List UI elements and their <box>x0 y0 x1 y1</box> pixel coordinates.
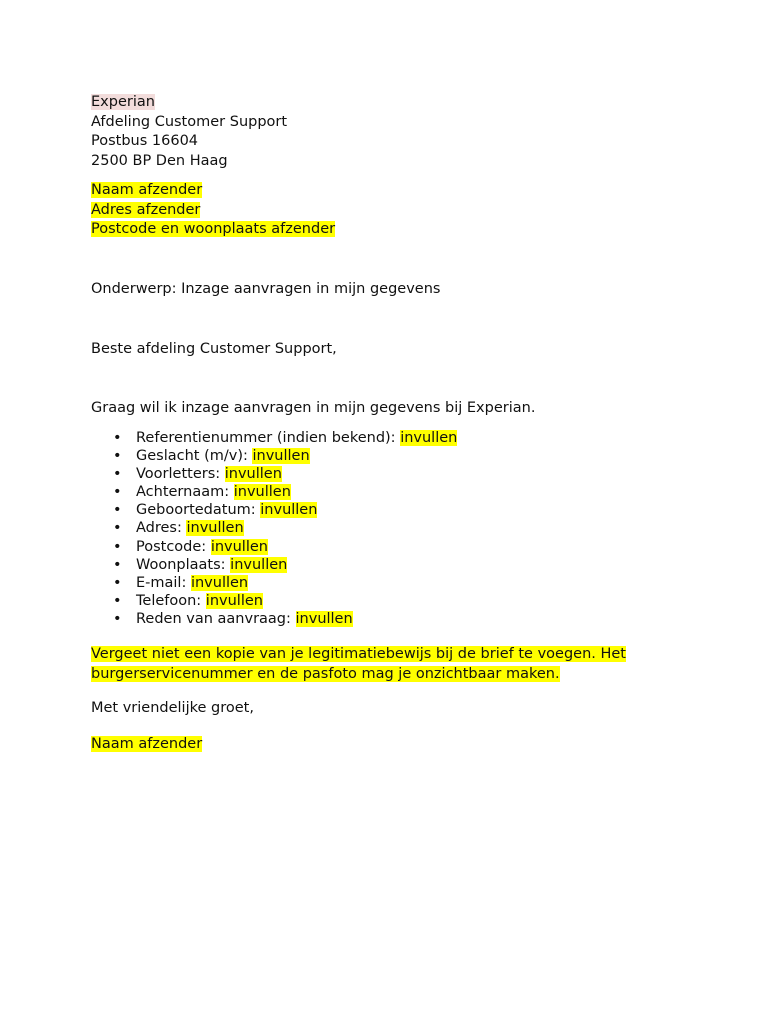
recipient-department: Afdeling Customer Support <box>91 113 288 130</box>
field-placeholder: invullen <box>186 520 244 537</box>
field-label: Telefoon: <box>136 592 202 609</box>
field-placeholder: invullen <box>400 430 458 446</box>
list-item <box>91 556 457 574</box>
field-placeholder: invullen <box>210 538 268 555</box>
list-item <box>91 610 457 628</box>
bullet-icon: • <box>113 466 122 483</box>
bullet-icon: • <box>113 484 122 501</box>
field-placeholder: invullen <box>205 592 263 609</box>
closing-greeting: Met vriendelijke groet, <box>91 700 254 716</box>
sender-address-line: Adres afzender <box>91 201 201 218</box>
list-item <box>91 429 457 447</box>
list-item <box>91 447 457 465</box>
bullet-icon: • <box>113 430 122 446</box>
bullet-icon: • <box>113 538 122 555</box>
sender-address <box>91 181 710 240</box>
notice-line-1: Vergeet niet een kopie van je legitimatiebewijs bij de brief te voegen. Het <box>91 646 626 662</box>
recipient-postal-city: 2500 BP Den Haag <box>91 152 228 169</box>
salutation: Beste afdeling Customer Support, <box>91 341 337 357</box>
notice-line-2: burgerservicenummer en de pasfoto mag je onzichtbaar maken. <box>91 665 560 682</box>
signature <box>91 735 710 755</box>
bullet-icon: • <box>113 610 122 627</box>
field-label: Woonplaats: <box>136 556 226 573</box>
field-placeholder: invullen <box>252 448 310 465</box>
list-item <box>91 574 457 592</box>
list-item <box>91 501 457 519</box>
recipient-postbox: Postbus 16604 <box>91 133 199 149</box>
recipient-company-text: Experian <box>91 94 155 110</box>
bullet-icon: • <box>113 520 122 537</box>
recipient-company <box>91 93 710 113</box>
bullet-icon: • <box>113 448 122 465</box>
field-placeholder: invullen <box>260 502 318 519</box>
list-item <box>91 465 457 483</box>
subject-line: Onderwerp: Inzage aanvragen in mijn gegevens <box>91 281 441 297</box>
bullet-icon: • <box>113 502 122 519</box>
signature-name: Naam afzender <box>91 736 203 752</box>
field-label: Reden van aanvraag: <box>136 610 291 627</box>
recipient-address <box>91 93 710 171</box>
field-placeholder: invullen <box>295 610 353 627</box>
field-placeholder: invullen <box>233 484 291 501</box>
id-copy-notice <box>91 645 710 684</box>
field-label: E-mail: <box>136 574 187 591</box>
list-item <box>91 483 457 501</box>
field-label: Geboortedatum: <box>136 502 256 519</box>
field-placeholder: invullen <box>224 466 282 483</box>
field-placeholder: invullen <box>190 574 249 591</box>
field-label: Voorletters: <box>136 466 221 483</box>
bullet-icon: • <box>113 574 122 591</box>
list-item <box>91 519 457 537</box>
field-label: Geslacht (m/v): <box>136 448 248 465</box>
sender-name: Naam afzender <box>91 182 203 198</box>
field-label: Adres: <box>136 520 182 537</box>
list-item <box>91 592 457 610</box>
sender-postal-city: Postcode en woonplaats afzender <box>91 221 336 237</box>
bullet-icon: • <box>113 592 122 609</box>
field-label: Achternaam: <box>136 484 230 501</box>
field-placeholder: invullen <box>230 556 288 573</box>
bullet-icon: • <box>113 556 122 573</box>
list-item <box>91 538 457 556</box>
requested-fields-list <box>91 429 457 628</box>
intro-paragraph: Graag wil ik inzage aanvragen in mijn gegevens bij Experian. <box>91 400 536 416</box>
field-label: Postcode: <box>136 538 207 555</box>
field-label: Referentienummer (indien bekend): <box>136 430 396 446</box>
